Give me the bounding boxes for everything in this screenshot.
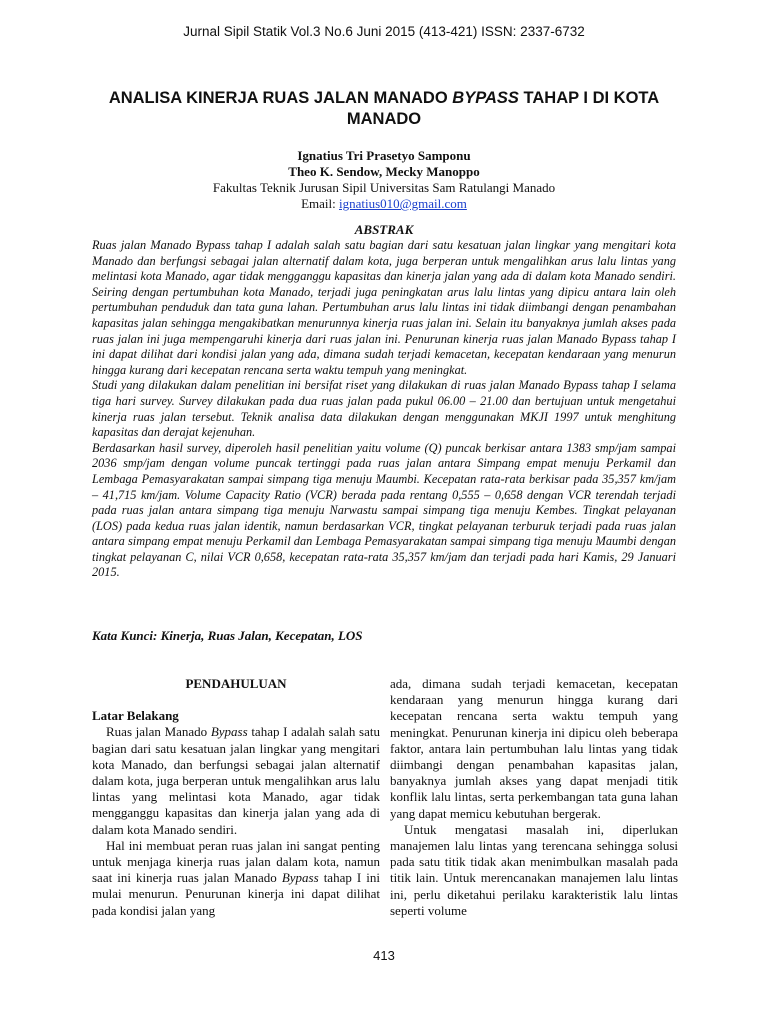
author-line-2: Theo K. Sendow, Mecky Manoppo: [288, 164, 480, 179]
title-italic: BYPASS: [452, 89, 519, 107]
abstract-paragraph-1: Ruas jalan Manado Bypass tahap I adalah salah satu bagian dari satu kesatuan jalan lingkar yang mengitari kota Manado dan berfungsi sebagai jalan alternatif dalam kota, juga berperan untuk mengalihkan arus lalu lintas yang melintasi kota Manado, agar tidak mengganggu kapasitas dan kinerja jalan yang ada di dalam kota Manado sendiri. Seiring dengan pertumbuhan kota Manado, terjadi juga peningkatan arus lalu lintas yang dipicu antara lain oleh pertumbuhan penduduk dan tata guna lahan. Pertumbuhan arus lalu lintas ini tidak diimbangi dengan penambahan kapasitas jalan sehingga mengakibatkan menurunnya kinerja ruas jalan ini. Selain itu banyaknya jumlah akses pada ruas jalan ini juga mempengaruhi kinerja dari ruas jalan ini. Penurunan kinerja ruas jalan Manado Bypass tahap I ini dapat dilihat dari kondisi jalan yang ada, dimana sudah terjadi kemacetan, kecepatan kendaraan yang menurun hingga kurang dari kecepatan rencana serta waktu tempuh yang meningkat.: [92, 238, 676, 377]
abstract-paragraph-2: Studi yang dilakukan dalam penelitian ini bersifat riset yang dilakukan di ruas jalan Manado Bypass tahap I selama tiga hari survey. Survey dilakukan pada dua ruas jalan pada pukul 06.00 – 21.00 dan bertujuan untuk mengetahui kinerja ruas jalan tersebut. Teknik analisa data dilakukan dengan menggunakan MKJI 1997 untuk menghitung kapasitas dan derajat kejenuhan.: [92, 378, 676, 440]
affiliation: Fakultas Teknik Jurusan Sipil Universitas Sam Ratulangi Manado: [212, 180, 556, 195]
abstract-paragraph-3: Berdasarkan hasil survey, diperoleh hasil penelitian yaitu volume (Q) puncak berkisar antara 1383 smp/jam sampai 2036 smp/jam dengan volume puncak tertinggi pada ruas jalan antara Simpang empat menuju Perkamil dan Lembaga Pemasyarakatan sampai simpang tiga menuju Maumbi. Kecepatan rata-rata berkisar pada 35,357 km/jam – 41,715 km/jam. Volume Capacity Ratio (VCR) berada pada rentang 0,555 – 0,658 dengan VCR terendah terjadi pada ruas jalan antara simpang tiga menuju Narwastu sampai simpang tiga menuju Kembes. Tingkat pelayanan (LOS) pada kedua ruas jalan identik, namun berdasarkan VCR, tingkat pelayanan terburuk terjadi pada ruas jalan antara simpang empat menuju Perkamil dan Lembaga Pemasyarakatan sampai simpang tiga menuju Maumbi dengan tingkat pelayanan C, nilai VCR 0,658, kecepatan rata-rata 35,357 km/jam dan terjadi pada hari Kamis, 29 Januari 2015.: [92, 440, 676, 580]
paper-title: [80, 88, 688, 130]
text-run: Ruas jalan Manado: [106, 724, 211, 740]
email-line: [0, 196, 768, 212]
section-title: PENDAHULUAN: [185, 676, 287, 691]
journal-header: Jurnal Sipil Statik Vol.3 No.6 Juni 2015 (413-421) ISSN: 2337-6732: [183, 24, 585, 39]
abstract-body: [92, 238, 676, 581]
subsection-title: Latar Belakang: [92, 708, 179, 724]
right-paragraph-1: ada, dimana sudah terjadi kemacetan, kecepatan kendaraan yang menurun hingga kurang dari kecepatan rencana serta waktu tempuh yang meningkat. Penurunan kinerja ini dipicu oleh beberapa faktor, antara lain pertumbuhan lalu lintas yang tidak diimbangi dengan penambahan kapasitas jalan, banyaknya jumlah akses yang dapat menjadi titik konflik lalu lintas, serta perkembangan tata guna lahan yang dapat memicu kebutuhan bergerak.: [390, 676, 678, 821]
italic-run: Bypass: [210, 724, 248, 740]
right-column: [390, 676, 678, 919]
page-number: 413: [373, 948, 395, 963]
email-label: Email:: [301, 196, 340, 211]
left-paragraph-1: [92, 724, 380, 837]
keywords: Kata Kunci: Kinerja, Ruas Jalan, Kecepatan, LOS: [92, 628, 363, 643]
title-part-1: ANALISA KINERJA RUAS JALAN MANADO: [108, 89, 453, 107]
text-run: Hal ini membuat peran ruas jalan ini sangat penting untuk menjaga kinerja ruas jalan dalam kota, namun saat ini kinerja ruas jalan Manado: [92, 837, 380, 886]
italic-run: Bypass: [281, 870, 319, 886]
abstract-heading: ABSTRAK: [354, 222, 414, 237]
text-run: tahap I adalah salah satu bagian dari satu kesatuan jalan lingkar yang mengitari kota Manado, dan berfungsi sebagai jalan alternatif dalam kota, juga berperan untuk mengalihkan arus lalu lintas yang melintasi kota Manado, agar tidak mengganggu kapasitas dan kinerja jalan yang ada di dalam kota Manado sendiri.: [92, 724, 380, 837]
left-paragraph-2: [92, 838, 380, 919]
left-column: [92, 676, 380, 919]
author-line-1: Ignatius Tri Prasetyo Samponu: [297, 148, 471, 163]
text-run: tahap I ini mulai menurun. Penurunan kinerja ini dapat dilihat pada kondisi jalan yang: [92, 870, 380, 918]
author-block: [0, 148, 768, 212]
email-link[interactable]: ignatius010@gmail.com: [339, 196, 467, 211]
right-paragraph-2: Untuk mengatasi masalah ini, diperlukan manajemen lalu lintas yang terencana sehingga solusi pada satu titik tidak akan menimbulkan masalah pada titik lain. Untuk merencanakan manajemen lalu lintas ini, perlu diketahui perilaku karakteristik lalu lintas seperti volume: [390, 821, 678, 918]
title-part-2: TAHAP I DI KOTA MANADO: [346, 89, 660, 128]
